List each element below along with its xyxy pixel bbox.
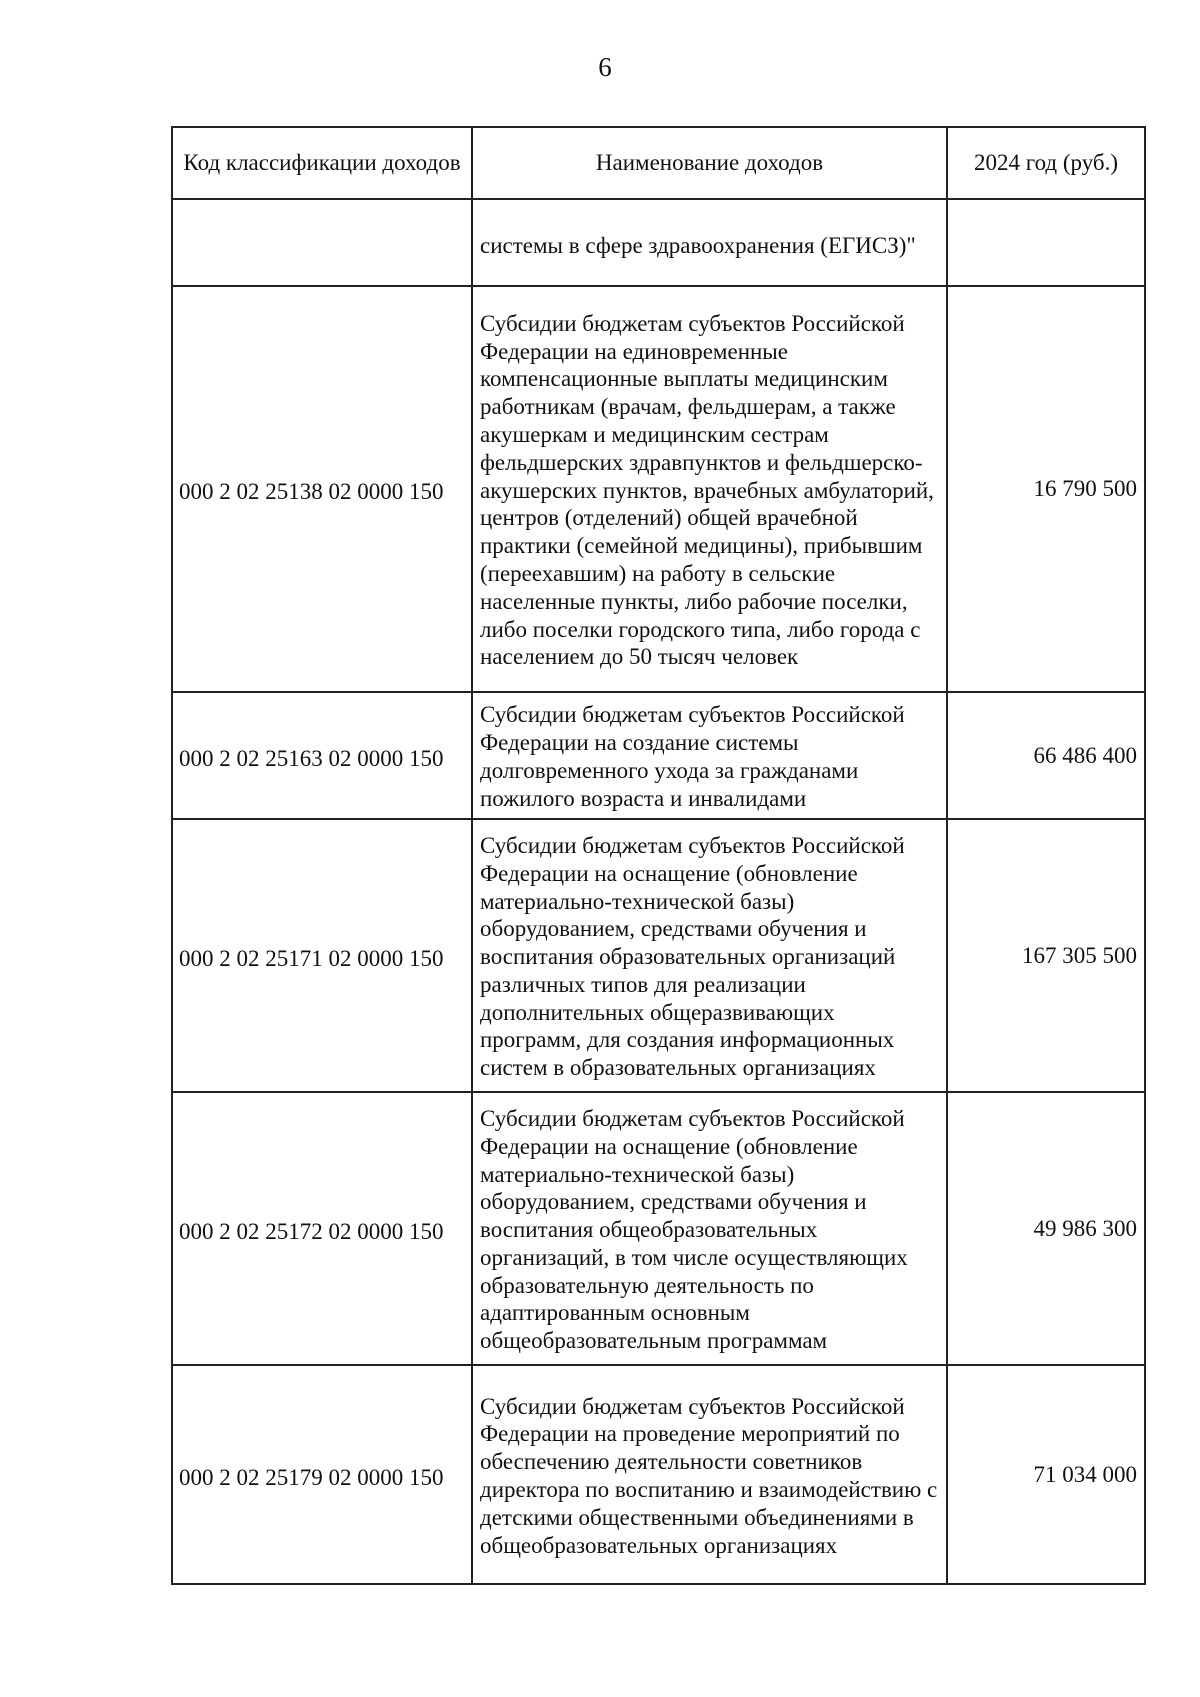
- row-name: Субсидии бюджетам субъектов Российской Федерации на оснащение (обновление материально-технической базы) оборудованием, средствами обучения и воспитания образовательных организаций различных типов для реализации дополнительных общеразвивающих программ, для создания информационных систем в образовательных организациях: [472, 819, 947, 1092]
- row-amount: 167 305 500: [947, 819, 1145, 1092]
- table-row: [172, 1365, 1145, 1584]
- page-number: 6: [598, 52, 612, 82]
- row-code: 000 2 02 25172 02 0000 150: [172, 1092, 472, 1365]
- continuation-code-cell: [172, 199, 472, 286]
- table-header-row: [172, 127, 1145, 199]
- table-row: [172, 286, 1145, 692]
- row-amount: 66 486 400: [947, 692, 1145, 819]
- row-code: 000 2 02 25179 02 0000 150: [172, 1365, 472, 1584]
- row-name: Субсидии бюджетам субъектов Российской Федерации на единовременные компенсационные выплаты медицинским работникам (врачам, фельдшерам, а также акушеркам и медицинским сестрам фельдшерских здравпунктов и фельдшерско-акушерских пунктов, врачебных амбулаторий, центров (отделений) общей врачебной практики (семейной медицины), прибывшим (переехавшим) на работу в сельские населенные пункты, либо рабочие поселки, либо поселки городского типа, либо города с населением до 50 тысяч человек: [472, 286, 947, 692]
- row-name: Субсидии бюджетам субъектов Российской Федерации на оснащение (обновление материально-технической базы) оборудованием, средствами обучения и воспитания общеобразовательных организаций, в том числе осуществляющих образовательную деятельность по адаптированным основным общеобразовательным программам: [472, 1092, 947, 1365]
- row-amount: 71 034 000: [947, 1365, 1145, 1584]
- row-code: 000 2 02 25171 02 0000 150: [172, 819, 472, 1092]
- row-code: 000 2 02 25138 02 0000 150: [172, 286, 472, 692]
- header-code: Код классификации доходов: [172, 127, 472, 199]
- row-code: 000 2 02 25163 02 0000 150: [172, 692, 472, 819]
- revenue-table: [171, 126, 1146, 1585]
- table-row-continuation: [172, 199, 1145, 286]
- continuation-name-cell: системы в сфере здравоохранения (ЕГИСЗ)": [472, 199, 947, 286]
- continuation-amount-cell: [947, 199, 1145, 286]
- table-row: [172, 1092, 1145, 1365]
- table-row: [172, 692, 1145, 819]
- table-row: [172, 819, 1145, 1092]
- header-amount: 2024 год (руб.): [947, 127, 1145, 199]
- row-name: Субсидии бюджетам субъектов Российской Федерации на проведение мероприятий по обеспечению деятельности советников директора по воспитанию и взаимодействию с детскими общественными объединениями в общеобразовательных организациях: [472, 1365, 947, 1584]
- row-name: Субсидии бюджетам субъектов Российской Федерации на создание системы долговременного ухода за гражданами пожилого возраста и инвалидами: [472, 692, 947, 819]
- row-amount: 16 790 500: [947, 286, 1145, 692]
- header-name: Наименование доходов: [472, 127, 947, 199]
- row-amount: 49 986 300: [947, 1092, 1145, 1365]
